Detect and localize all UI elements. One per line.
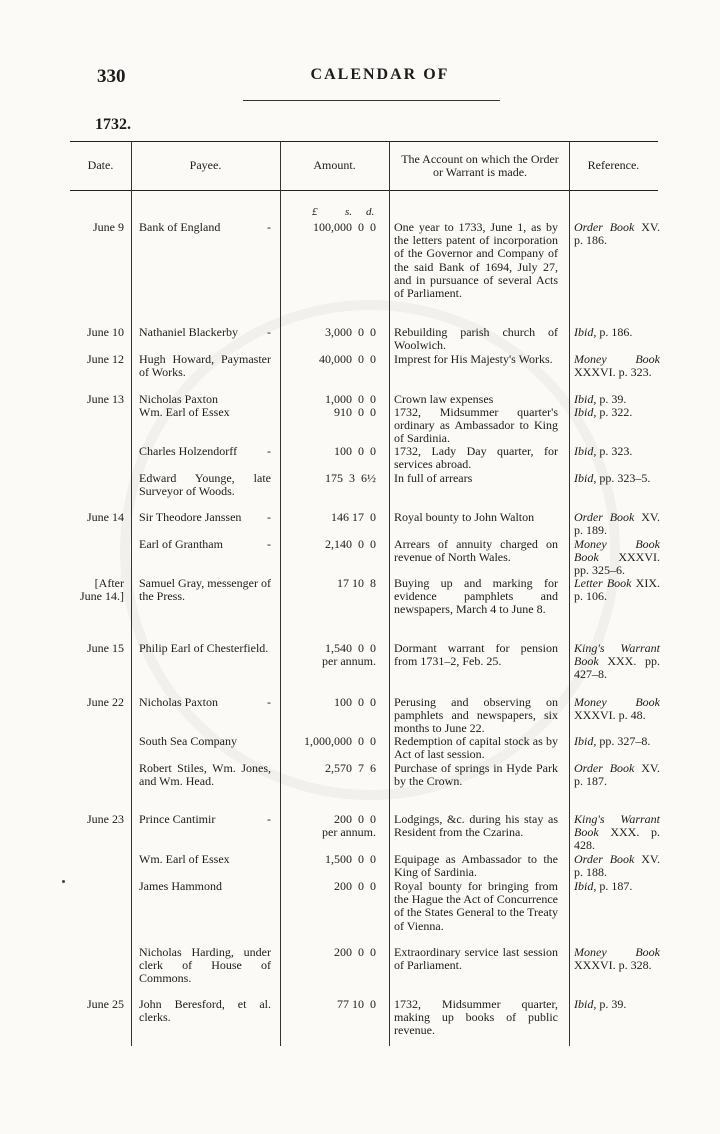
row-amount xyxy=(284,813,376,839)
column-divider xyxy=(280,141,281,1046)
leader-dash: - xyxy=(267,220,271,234)
amount-note: per annum. xyxy=(322,825,376,840)
payee-text: Wm. Earl of Essex xyxy=(139,852,230,866)
row-reference: Money Book XXXVI. p. 328. xyxy=(574,945,660,973)
year-label: 1732. xyxy=(95,116,131,133)
row-account: Arrears of annuity charged on revenue of North Wales. xyxy=(394,537,558,565)
running-title: CALENDAR OF xyxy=(310,66,450,83)
row-date: June 23 xyxy=(87,812,124,826)
leader-dash: - xyxy=(267,537,271,551)
payee-text: Nicholas Paxton xyxy=(139,392,218,406)
row-account: Rebuilding parish church of Woolwich. xyxy=(394,325,558,353)
row-reference: Money Book XXXVI. p. 323. xyxy=(574,352,660,380)
row-account: Imprest for His Majesty's Works. xyxy=(394,352,553,366)
amount-note: per annum. xyxy=(322,654,376,669)
payee-text: James Hammond xyxy=(139,879,222,893)
unit-shillings: s. xyxy=(345,206,353,218)
leader-dash: - xyxy=(267,812,271,826)
row-payee xyxy=(139,326,271,339)
amount-value: 3,000 0 0 xyxy=(325,325,376,339)
row-reference: Letter Book XIX. p. 106. xyxy=(574,576,660,604)
row-payee xyxy=(139,946,271,986)
payee-text: Hugh Howard, Paymaster of Works. xyxy=(139,352,271,380)
row-amount xyxy=(284,406,376,419)
row-amount xyxy=(284,696,376,709)
amount-value: 1,540 0 0 xyxy=(325,641,376,655)
row-reference: King's Warrant Book XXX. pp. 427–8. xyxy=(574,641,660,682)
row-amount xyxy=(284,880,376,893)
row-reference: King's Warrant Book XXX. p. 428. xyxy=(574,812,660,853)
row-amount xyxy=(284,577,376,590)
amount-value: 200 0 0 xyxy=(334,812,376,826)
row-account: 1732, Midsummer quarter, making up books of public revenue. xyxy=(394,997,558,1038)
row-payee xyxy=(139,735,271,748)
row-account: Crown law expenses xyxy=(394,392,494,406)
row-payee xyxy=(139,445,271,458)
amount-value: 200 0 0 xyxy=(334,879,376,893)
row-date: June 14 xyxy=(87,510,124,524)
payee-text: Nicholas Harding, under clerk of House of Commons. xyxy=(139,945,271,986)
amount-value: 2,140 0 0 xyxy=(325,537,376,551)
amount-value: 1,000 0 0 xyxy=(325,392,376,406)
column-divider xyxy=(131,141,132,1046)
row-payee xyxy=(139,538,271,551)
speck xyxy=(62,880,65,883)
amount-value: 100 0 0 xyxy=(334,695,376,709)
row-account: Royal bounty for bringing from the Hague the Act of Concurrence of the States General to the Treaty of Vienna. xyxy=(394,879,558,933)
row-payee xyxy=(139,577,271,603)
row-payee xyxy=(139,880,271,893)
row-date: June 13 xyxy=(87,392,124,406)
row-reference: Order Book XV. p. 188. xyxy=(574,852,660,880)
row-amount xyxy=(284,538,376,551)
row-amount xyxy=(284,353,376,366)
payee-text: South Sea Company xyxy=(139,734,237,748)
unit-pence: d. xyxy=(366,206,375,218)
header-amount: Amount. xyxy=(313,158,356,172)
amount-value: 1,000,000 0 0 xyxy=(304,734,376,748)
row-account: Equipage as Ambassador to the King of Sardinia. xyxy=(394,852,558,880)
amount-value: 100,000 0 0 xyxy=(313,220,376,234)
amount-value: 1,500 0 0 xyxy=(325,852,376,866)
row-account: Purchase of springs in Hyde Park by the Crown. xyxy=(394,761,558,789)
amount-value: 910 0 0 xyxy=(334,405,376,419)
payee-text: Sir Theodore Janssen xyxy=(139,510,242,524)
title-rule xyxy=(243,100,500,101)
payee-text: Nicholas Paxton xyxy=(139,695,218,709)
header-account: The Account on which the Order or Warrant is made. xyxy=(401,151,559,179)
row-amount xyxy=(284,946,376,959)
header-date: Date. xyxy=(87,158,114,172)
row-account: 1732, Midsummer quarter's ordinary as Ambassador to King of Sardinia. xyxy=(394,405,558,446)
row-payee xyxy=(139,353,271,379)
row-payee xyxy=(139,762,271,788)
row-reference: Ibid, p. 39. xyxy=(574,997,627,1011)
payee-text: Samuel Gray, messenger of the Press. xyxy=(139,576,271,604)
amount-value: 77 10 0 xyxy=(337,997,376,1011)
row-account: 1732, Lady Day quarter, for services abroad. xyxy=(394,444,558,472)
amount-value: 200 0 0 xyxy=(334,945,376,959)
payee-text: Nathaniel Blackerby xyxy=(139,325,238,339)
row-reference: Ibid, pp. 323–5. xyxy=(574,471,651,485)
column-divider xyxy=(569,141,570,1046)
row-account: Dormant warrant for pension from 1731–2, Feb. 25. xyxy=(394,641,558,669)
amount-value: 40,000 0 0 xyxy=(319,352,376,366)
column-divider xyxy=(389,141,390,1046)
row-amount xyxy=(284,445,376,458)
row-amount xyxy=(284,998,376,1011)
payee-text: Prince Cantimir xyxy=(139,812,216,826)
row-amount xyxy=(284,762,376,775)
header-payee: Payee. xyxy=(189,158,222,172)
header-reference: Reference. xyxy=(587,158,640,172)
row-reference: Ibid, p. 187. xyxy=(574,879,633,893)
row-account: One year to 1733, June 1, as by the letters patent of incorporation of the Governor and Company of the said Bank of 1694, July 27, and in pursuance of several Acts of Parliament. xyxy=(394,220,558,301)
row-reference: Ibid, p. 39. xyxy=(574,392,627,406)
row-payee xyxy=(139,998,271,1024)
row-account: Royal bounty to John Walton xyxy=(394,510,535,524)
payee-text: Robert Stiles, Wm. Jones, and Wm. Head. xyxy=(139,761,271,789)
leader-dash: - xyxy=(267,510,271,524)
row-reference: Money Book Book XXXVI. pp. 325–6. xyxy=(574,537,660,578)
payee-text: Wm. Earl of Essex xyxy=(139,405,230,419)
payee-text: John Beresford, et al. clerks. xyxy=(139,997,271,1025)
row-reference: Order Book XV. p. 186. xyxy=(574,220,660,248)
row-payee xyxy=(139,853,271,866)
row-amount xyxy=(284,221,376,234)
row-amount xyxy=(284,642,376,668)
row-payee xyxy=(139,221,271,234)
amount-value: 146 17 0 xyxy=(331,510,376,524)
row-reference: Ibid, p. 322. xyxy=(574,405,633,419)
row-reference: Ibid, p. 186. xyxy=(574,325,633,339)
leader-dash: - xyxy=(267,695,271,709)
row-reference: Money Book XXXVI. p. 48. xyxy=(574,695,660,723)
payee-text: Philip Earl of Chesterfield. xyxy=(139,641,269,655)
row-account: Redemption of capital stock as by Act of last session. xyxy=(394,734,558,762)
row-date: June 15 xyxy=(87,641,124,655)
amount-value: 100 0 0 xyxy=(334,444,376,458)
row-account: Buying up and marking for evidence pamphlets and newspapers, March 4 to June 8. xyxy=(394,576,558,617)
row-amount xyxy=(284,853,376,866)
amount-value: 2,570 7 6 xyxy=(325,761,376,775)
row-reference: Ibid, p. 323. xyxy=(574,444,633,458)
row-account: Extraordinary service last session of Parliament. xyxy=(394,945,558,973)
row-amount xyxy=(284,735,376,748)
amount-value: 175 3 6½ xyxy=(325,471,376,485)
row-payee xyxy=(139,406,271,419)
row-payee xyxy=(139,511,271,524)
row-reference: Order Book XV. p. 187. xyxy=(574,761,660,789)
row-date: June 10 xyxy=(87,325,124,339)
leader-dash: - xyxy=(267,325,271,339)
row-reference: Order Book XV. p. 189. xyxy=(574,510,660,538)
row-account: Lodgings, &c. during his stay as Resident from the Czarina. xyxy=(394,812,558,840)
amount-value: 17 10 8 xyxy=(337,576,376,590)
row-reference: Ibid, pp. 327–8. xyxy=(574,734,651,748)
row-date: [After June 14.] xyxy=(80,576,124,604)
payee-text: Earl of Grantham xyxy=(139,537,223,551)
row-date: June 22 xyxy=(87,695,124,709)
payee-text: Charles Holzendorff xyxy=(139,444,238,458)
page-number: 330 xyxy=(97,66,126,87)
row-date: June 9 xyxy=(93,220,124,234)
unit-pounds: £ xyxy=(312,206,318,218)
row-account: In full of arrears xyxy=(394,471,473,485)
payee-text: Edward Younge, late Surveyor of Woods. xyxy=(139,471,271,499)
row-payee xyxy=(139,472,271,498)
payee-text: Bank of England xyxy=(139,220,221,234)
row-date: June 12 xyxy=(87,352,124,366)
leader-dash: - xyxy=(267,444,271,458)
row-amount xyxy=(284,326,376,339)
row-amount xyxy=(284,472,376,485)
row-amount xyxy=(284,511,376,524)
row-payee xyxy=(139,813,271,826)
row-payee xyxy=(139,696,271,709)
row-account: Perusing and observing on pamphlets and newspapers, six months to June 22. xyxy=(394,695,558,736)
row-date: June 25 xyxy=(87,997,124,1011)
row-payee xyxy=(139,642,271,655)
